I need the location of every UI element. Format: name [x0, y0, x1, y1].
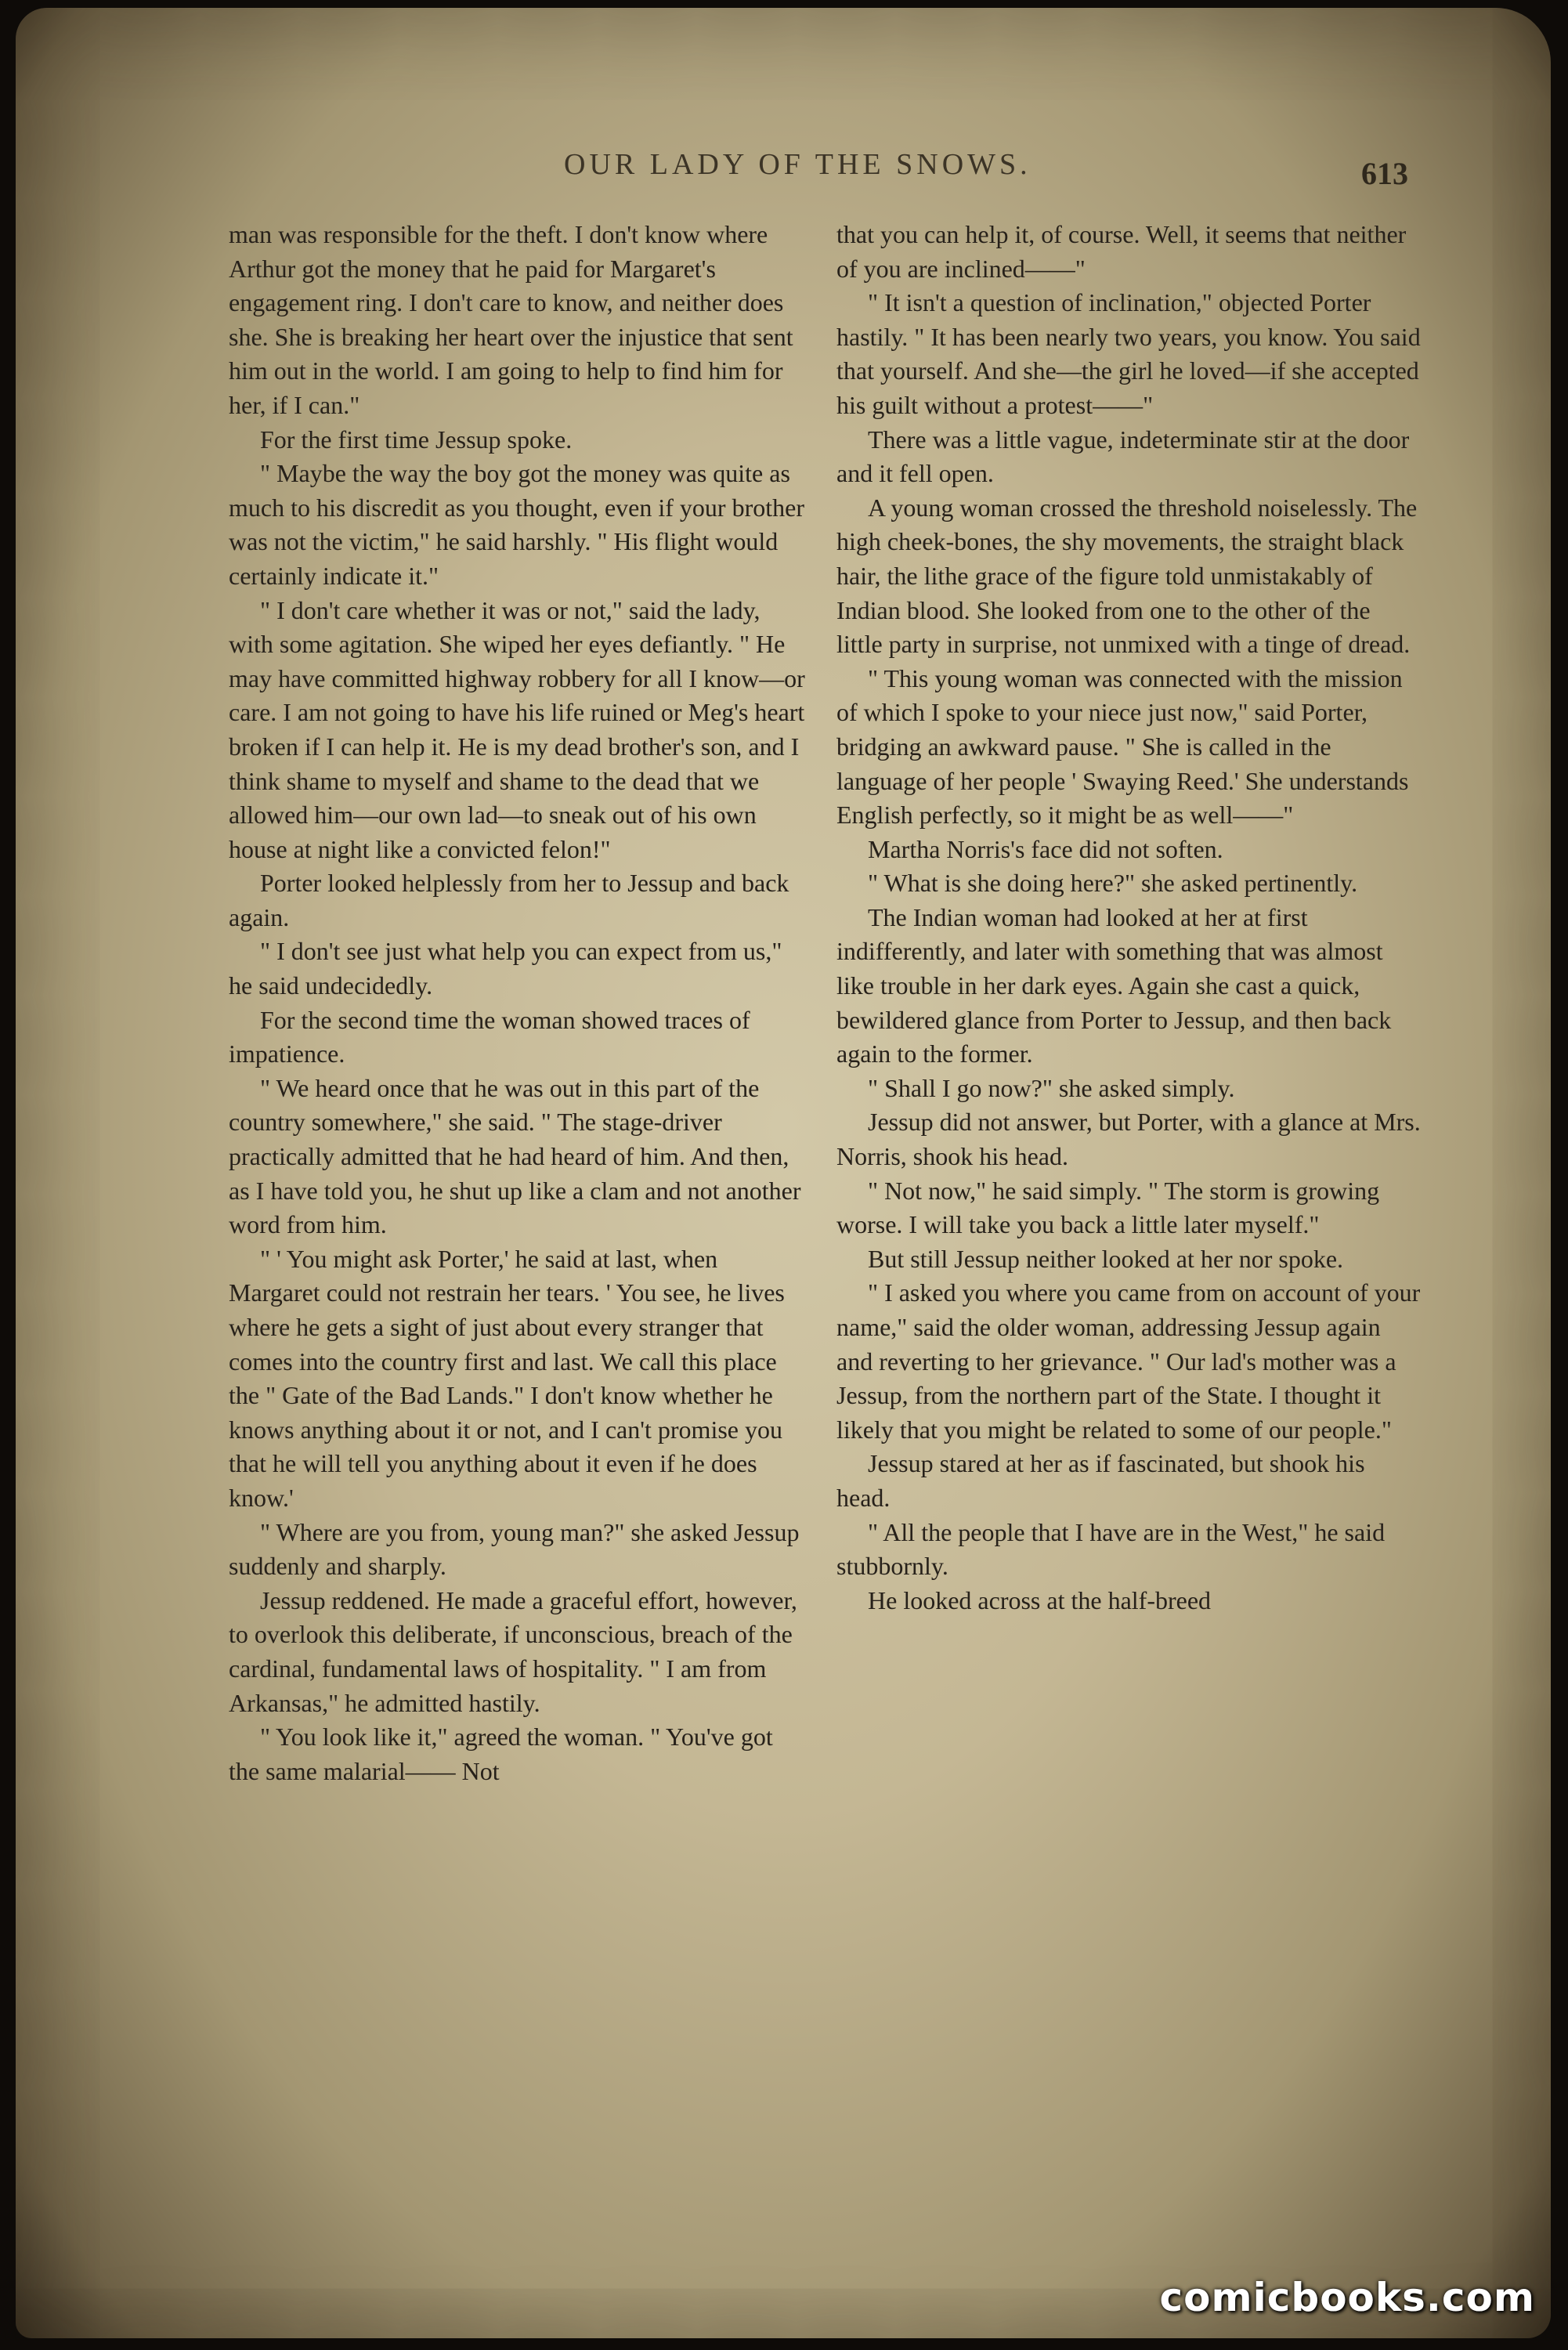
paragraph: " This young woman was connected with the mission of which I spoke to your niece just now," said Porter, bridging an awkward pause. " She is called in the language of her people ' Swaying Reed.' She understands English perfectly, so it might be as well——" — [836, 663, 1409, 830]
paragraph: man was responsible for the theft. I don't know where Arthur got the money that he paid for Margaret's engagement ring. I don't care to know, and neither does she. She is breaking her heart over the injustice that sent him out in the world. I am going to help to find him for her, if I can." — [229, 220, 793, 419]
paragraph: But still Jessup neither looked at her nor spoke. — [868, 1244, 1344, 1273]
paragraph: " It isn't a question of inclination," objected Porter hastily. " It has been nearly two years, you know. You said that yourself. And she—the girl he loved—if she accepted his guilt without a protest——" — [836, 288, 1421, 419]
paragraph: " Where are you from, young man?" she asked Jessup suddenly and sharply. — [229, 1517, 800, 1581]
page-number: 613 — [1361, 156, 1408, 191]
paragraph: For the first time Jessup spoke. — [260, 425, 573, 454]
paragraph: " I asked you where you came from on account of your name," said the older woman, addressing Jessup again and reverting to her grievance. " Our lad's mother was a Jessup, from the northern part of the State. I thought it likely that you might be related to some of our people." — [836, 1278, 1421, 1444]
right-column — [836, 218, 1421, 1618]
left-column — [229, 218, 807, 1788]
running-title: OUR LADY OF THE SNOWS. — [564, 148, 1031, 181]
paragraph: Jessup stared at her as if fascinated, but shook his head. — [836, 1449, 1365, 1512]
paragraph: " I don't care whether it was or not," said the lady, with some agitation. She wiped her eyes defiantly. " He may have committed highway robbery for all I know—or care. I am not going to have his life ruined or Meg's heart broken if I can help it. He is my dead brother's son, and I think shame to myself and shame to the dead that we allowed him—our own lad—to sneak out of his own house at night like a convicted felon!" — [229, 595, 805, 863]
paragraph: " You look like it," agreed the woman. " You've got the same malarial—— Not — [229, 1723, 773, 1785]
paragraph: Martha Norris's face did not soften. — [868, 834, 1223, 863]
paragraph: " We heard once that he was out in this part of the country somewhere," she said. " The stage-driver practically admitted that he had heard of him. And then, as I have told you, he shut up like a clam and not another word from him. — [229, 1073, 801, 1239]
paragraph: The Indian woman had looked at her at first indifferently, and later with something that was almost like trouble in her dark eyes. Again she cast a quick, bewildered glance from Porter to Jessup, and then back again to the former. — [836, 902, 1392, 1068]
watermark: comicbooks.com — [1159, 2275, 1535, 2320]
paragraph: For the second time the woman showed traces of impatience. — [229, 1005, 750, 1068]
paragraph: " ' You might ask Porter,' he said at last, when Margaret could not restrain her tears. ' You see, he lives where he gets a sight of just about every stranger that comes into the country first and last. We call this place the " Gate of the Bad Lands." I don't know whether he knows anything about it or not, and I can't promise you that he will tell you anything about it even if he does know.' — [229, 1244, 785, 1512]
paragraph: that you can help it, of course. Well, it seems that neither of you are inclined——" — [836, 220, 1407, 283]
paragraph: " Maybe the way the boy got the money was quite as much to his discredit as you thought, even if your brother was not the victim," he said harshly. " His flight would certainly indicate it." — [229, 459, 804, 590]
paragraph: " Not now," he said simply. " The storm is growing worse. I will take you back a little later myself." — [836, 1176, 1380, 1239]
paragraph: " I don't see just what help you can expect from us," he said undecidedly. — [229, 937, 782, 1000]
paragraph: Jessup reddened. He made a graceful effort, however, to overlook this deliberate, if unconscious, breach of the cardinal, fundamental laws of hospitality. " I am from Arkansas," he admitted hastily. — [229, 1585, 797, 1717]
magazine-page — [16, 8, 1551, 2338]
paragraph: He looked across at the half-breed — [868, 1585, 1212, 1614]
paragraph: " What is she doing here?" she asked pertinently. — [868, 869, 1358, 898]
paragraph: A young woman crossed the threshold noiselessly. The high cheek-bones, the shy movements, the straight black hair, the lithe grace of the figure told unmistakably of Indian blood. She looked from one to the other of the little party in surprise, not unmixed with a tinge of dread. — [836, 493, 1418, 659]
paragraph: Porter looked helplessly from her to Jessup and back again. — [229, 869, 789, 931]
paragraph: " Shall I go now?" she asked simply. — [868, 1073, 1235, 1102]
paragraph: There was a little vague, indeterminate stir at the door and it fell open. — [836, 425, 1410, 488]
paragraph: Jessup did not answer, but Porter, with a glance at Mrs. Norris, shook his head. — [836, 1108, 1421, 1171]
paragraph: " All the people that I have are in the West," he said stubbornly. — [836, 1517, 1386, 1581]
